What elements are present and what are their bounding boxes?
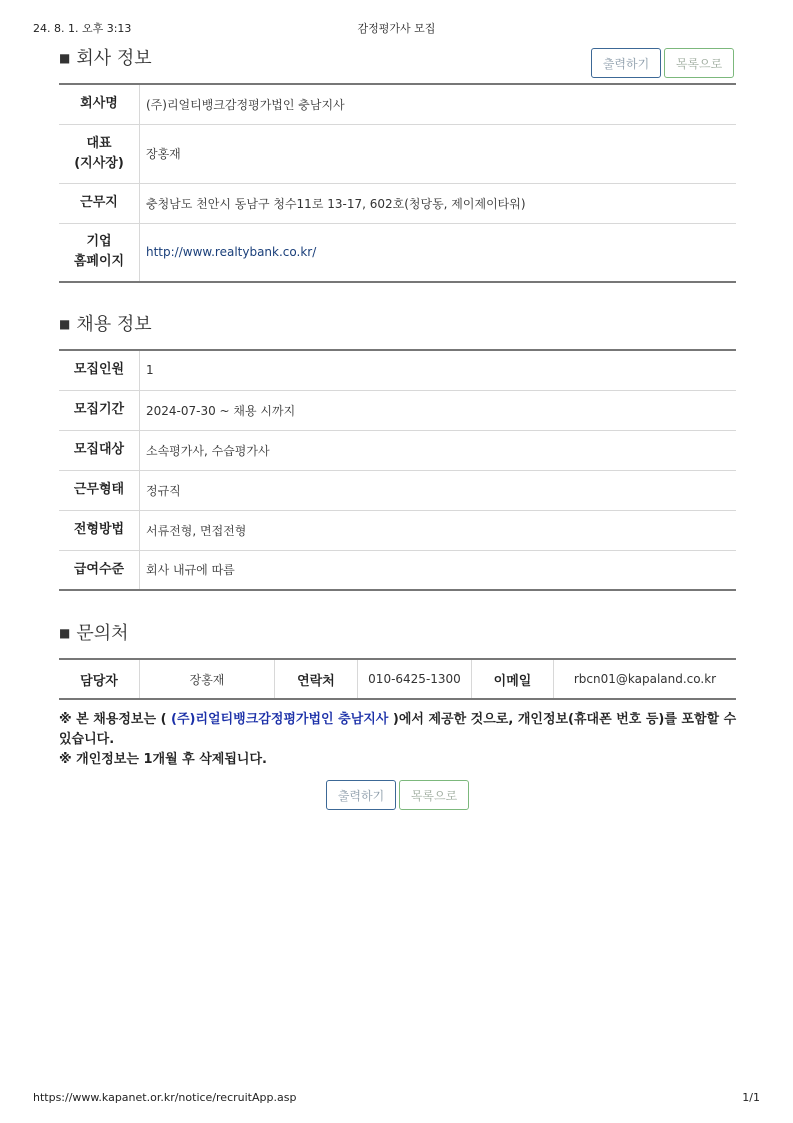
workplace-value: 충청남도 천안시 동남구 청수11로 13-17, 602호(청당동, 제이제이타워) xyxy=(140,183,737,223)
square-bullet-icon: ■ xyxy=(59,317,71,331)
square-bullet-icon: ■ xyxy=(59,51,71,65)
print-page-number: 1/1 xyxy=(742,1091,760,1104)
recruit-info-table xyxy=(59,349,736,591)
period-value: 2024-07-30 ~ 채용 시까지 xyxy=(140,390,737,430)
print-button-top[interactable]: 출력하기 xyxy=(591,48,661,78)
list-button-bottom[interactable]: 목록으로 xyxy=(399,780,469,810)
table-row xyxy=(59,183,736,223)
contact-phone-value: 010-6425-1300 xyxy=(358,659,472,699)
table-row xyxy=(59,350,736,390)
notice-line-2: ※ 개인정보는 1개월 후 삭제됩니다. xyxy=(59,752,267,767)
table-row xyxy=(59,430,736,470)
print-title: 감정평가사 모집 xyxy=(357,22,436,35)
representative-label: 대표 (지사장) xyxy=(59,124,140,183)
print-button-bottom[interactable]: 출력하기 xyxy=(326,780,396,810)
table-row xyxy=(59,550,736,590)
list-button-top[interactable]: 목록으로 xyxy=(664,48,734,78)
print-header xyxy=(33,20,760,36)
print-date: 24. 8. 1. 오후 3:13 xyxy=(33,22,132,35)
company-section-title: ■ 회사 정보 xyxy=(59,48,152,69)
contact-phone-label: 연락처 xyxy=(275,659,358,699)
privacy-notice xyxy=(59,710,739,770)
notice-line-1: ※ 본 채용정보는 ( (주)리얼티뱅크감정평가법인 충남지사 )에서 제공한 것으로, 개인정보(휴대폰 번호 등)를 포함할 수 있습니다. xyxy=(59,712,737,747)
contact-email-label: 이메일 xyxy=(472,659,554,699)
headcount-value: 1 xyxy=(140,350,737,390)
contact-person-value: 장홍재 xyxy=(140,659,275,699)
print-url: https://www.kapanet.or.kr/notice/recruitApp.asp xyxy=(33,1091,297,1104)
selection-method-label: 전형방법 xyxy=(59,510,140,550)
selection-method-value: 서류전형, 면접전형 xyxy=(140,510,737,550)
table-row xyxy=(59,124,736,183)
table-row xyxy=(59,659,736,699)
contact-section-title: ■ 문의처 xyxy=(59,623,129,644)
company-name-value: (주)리얼티뱅크감정평가법인 충남지사 xyxy=(140,84,737,124)
company-name-label: 회사명 xyxy=(59,84,140,124)
employment-type-label: 근무형태 xyxy=(59,470,140,510)
contact-person-label: 담당자 xyxy=(59,659,140,699)
company-info-table xyxy=(59,83,736,283)
square-bullet-icon: ■ xyxy=(59,626,71,640)
employment-type-value: 정규직 xyxy=(140,470,737,510)
target-label: 모집대상 xyxy=(59,430,140,470)
print-footer xyxy=(33,1091,760,1107)
representative-value: 장홍재 xyxy=(140,124,737,183)
salary-label: 급여수준 xyxy=(59,550,140,590)
table-row xyxy=(59,510,736,550)
target-value: 소속평가사, 수습평가사 xyxy=(140,430,737,470)
recruit-section-title: ■ 채용 정보 xyxy=(59,314,152,335)
period-label: 모집기간 xyxy=(59,390,140,430)
table-row xyxy=(59,84,736,124)
contact-email-value: rbcn01@kapaland.co.kr xyxy=(573,672,717,686)
homepage-label: 기업 홈페이지 xyxy=(59,223,140,282)
salary-value: 회사 내규에 따름 xyxy=(146,563,235,578)
contact-table xyxy=(59,658,736,700)
workplace-label: 근무지 xyxy=(59,183,140,223)
homepage-link[interactable]: http://www.realtybank.co.kr/ xyxy=(146,245,317,260)
table-row xyxy=(59,470,736,510)
notice-company-name: (주)리얼티뱅크감정평가법인 충남지사 xyxy=(171,712,389,727)
homepage-value xyxy=(140,223,737,282)
headcount-label: 모집인원 xyxy=(59,350,140,390)
table-row xyxy=(59,390,736,430)
table-row xyxy=(59,223,736,282)
